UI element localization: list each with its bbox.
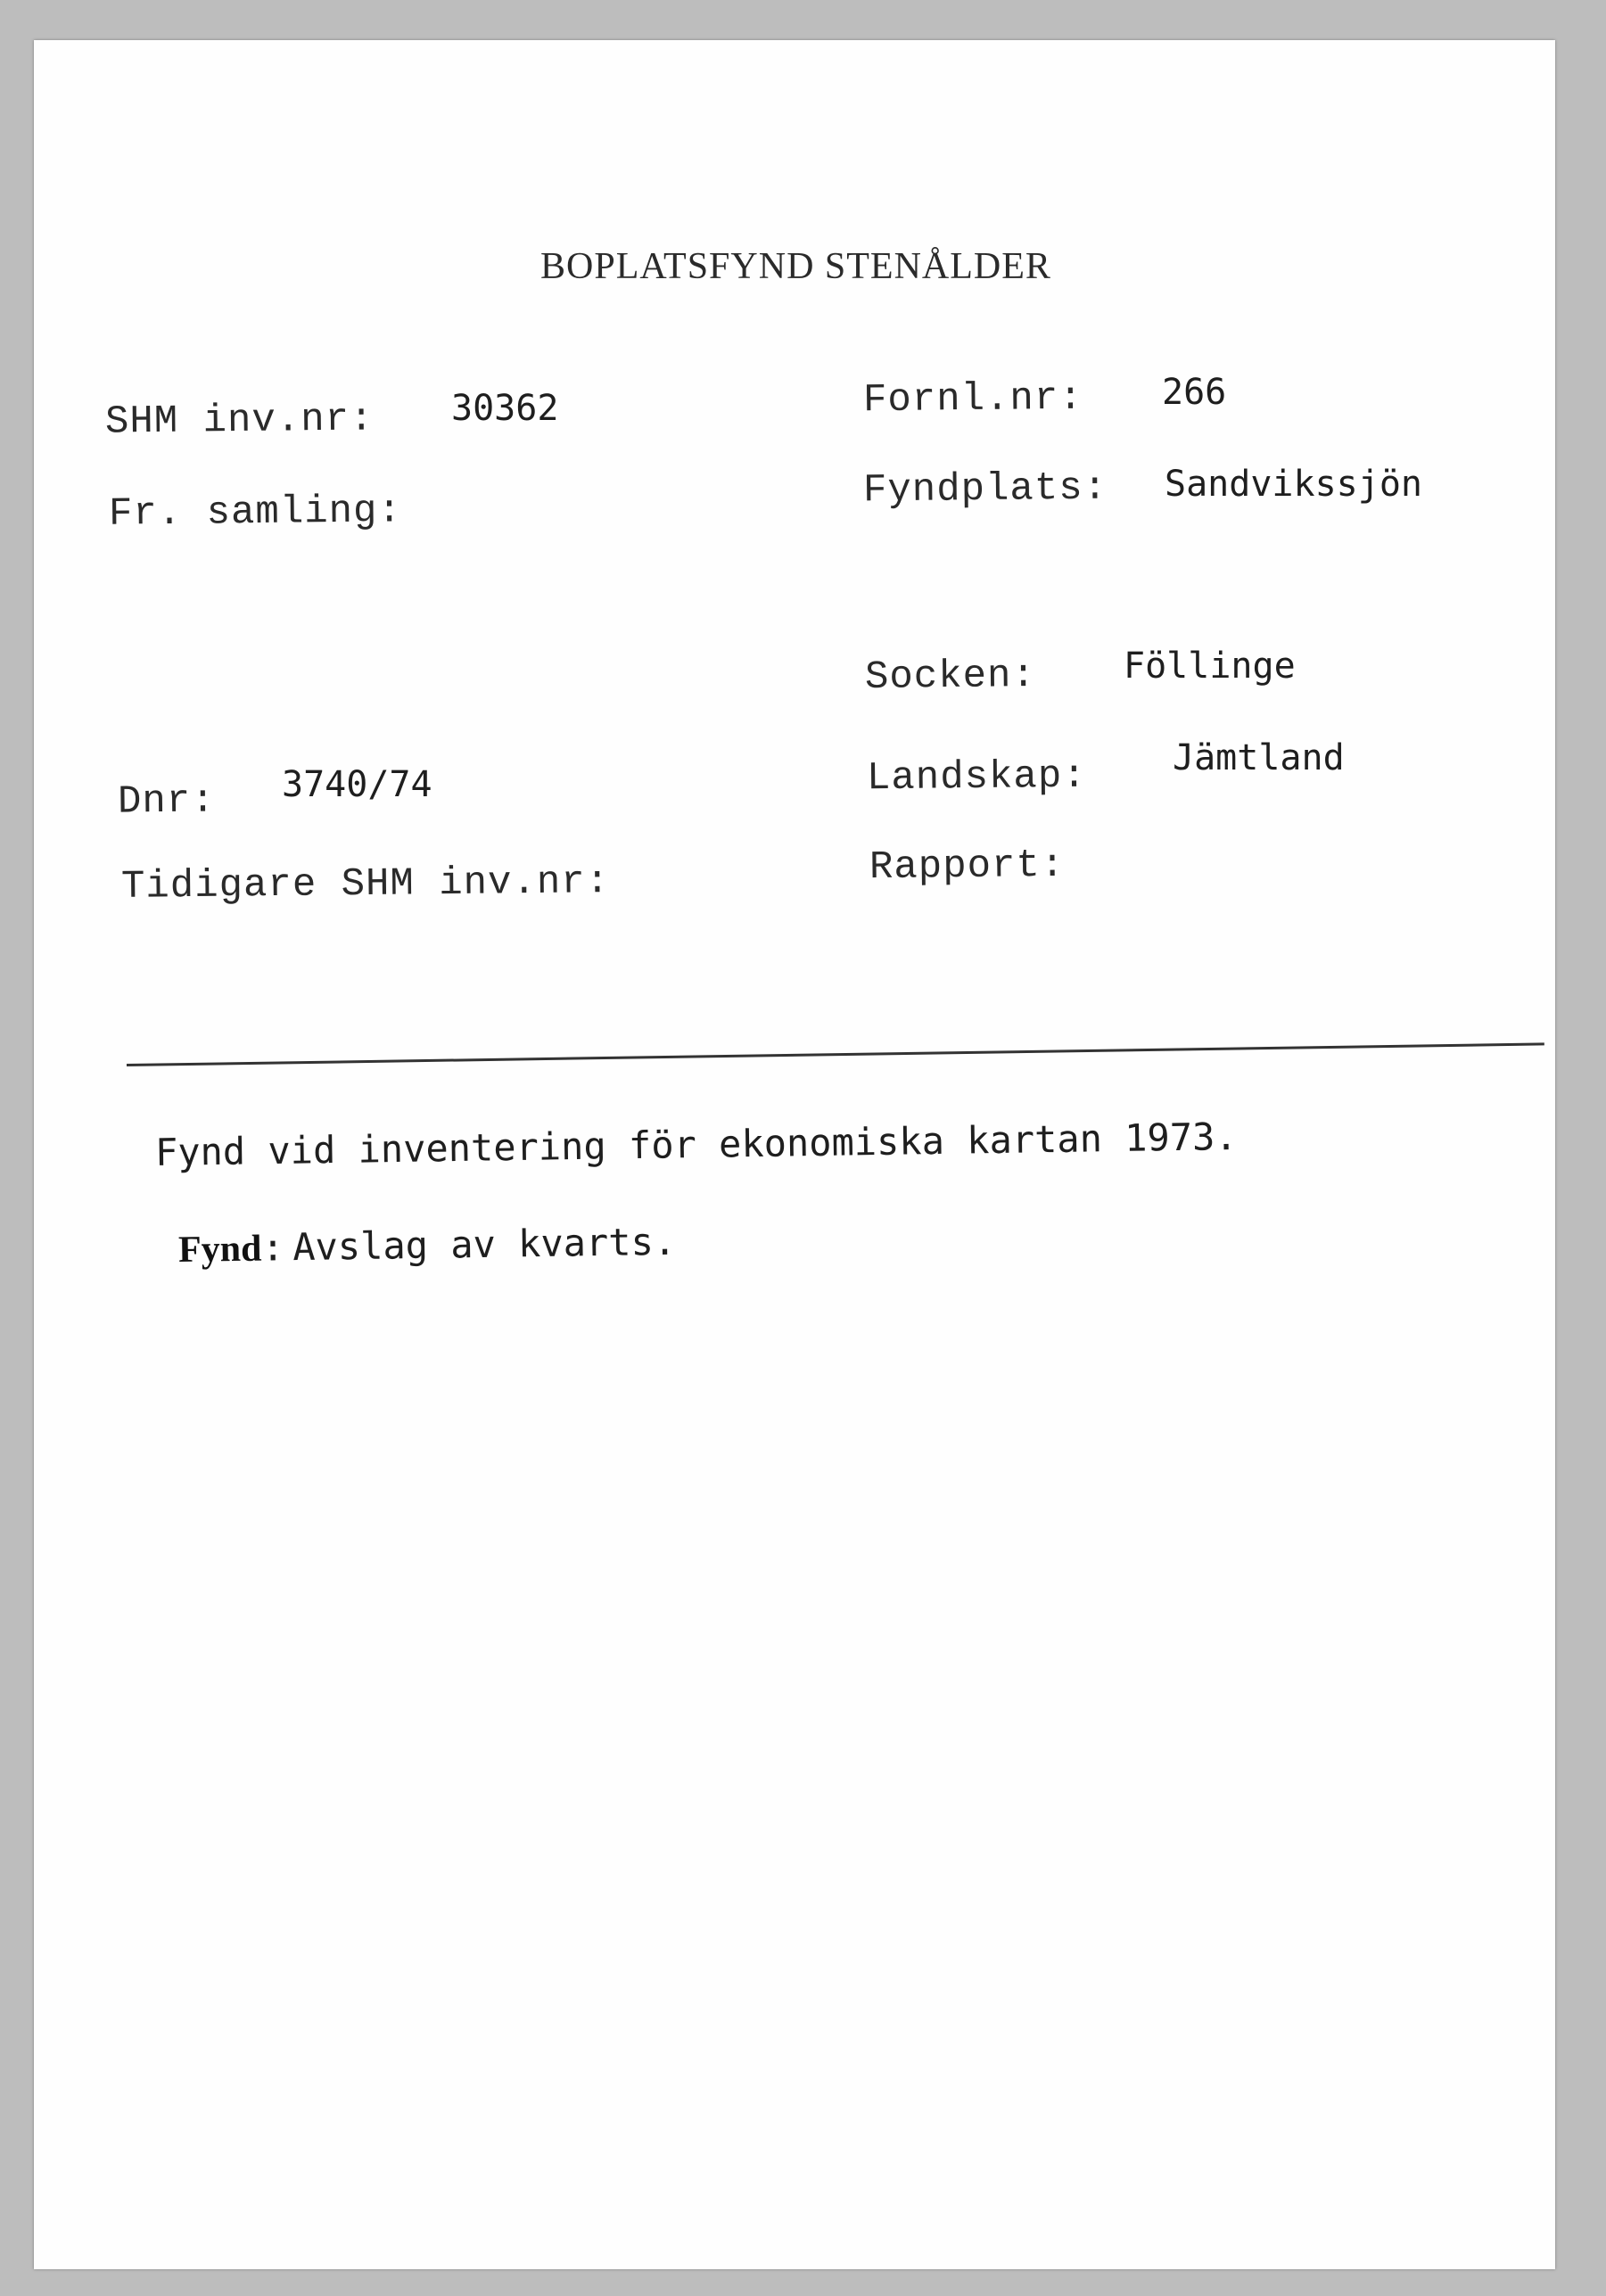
notes-line: Fynd vid inventering för ekonomiska kartan 1973. (154, 1114, 1238, 1174)
landskap-value: Jämtland (1173, 737, 1345, 778)
card-title: BOPLATSFYND STENÅLDER (540, 246, 1051, 287)
landskap-label: Landskap: (866, 753, 1087, 802)
shm-inv-label: SHM inv.nr: (104, 397, 375, 445)
tidigare-shm-inv-label: Tidigare SHM inv.nr: (120, 860, 611, 909)
fornl-value: 266 (1162, 372, 1227, 413)
rapport-label: Rapport: (869, 843, 1066, 891)
fynd-label: Fynd (177, 1228, 262, 1271)
fr-samling-label: Fr. samling: (108, 489, 403, 537)
fyndplats-label: Fyndplats: (862, 465, 1108, 514)
fyndplats-value: Sandvikssjön (1165, 464, 1422, 505)
fynd-colon: : (260, 1225, 285, 1270)
fynd-value: Avslag av kvarts. (292, 1219, 677, 1270)
dnr-label: Dnr: (117, 778, 216, 825)
fynd-line (177, 1219, 677, 1271)
socken-label: Socken: (864, 653, 1037, 701)
socken-value: Föllinge (1124, 646, 1296, 687)
shm-inv-value: 30362 (451, 388, 559, 429)
fornl-label: Fornl.nr: (862, 375, 1083, 424)
dnr-value: 3740/74 (282, 764, 432, 805)
